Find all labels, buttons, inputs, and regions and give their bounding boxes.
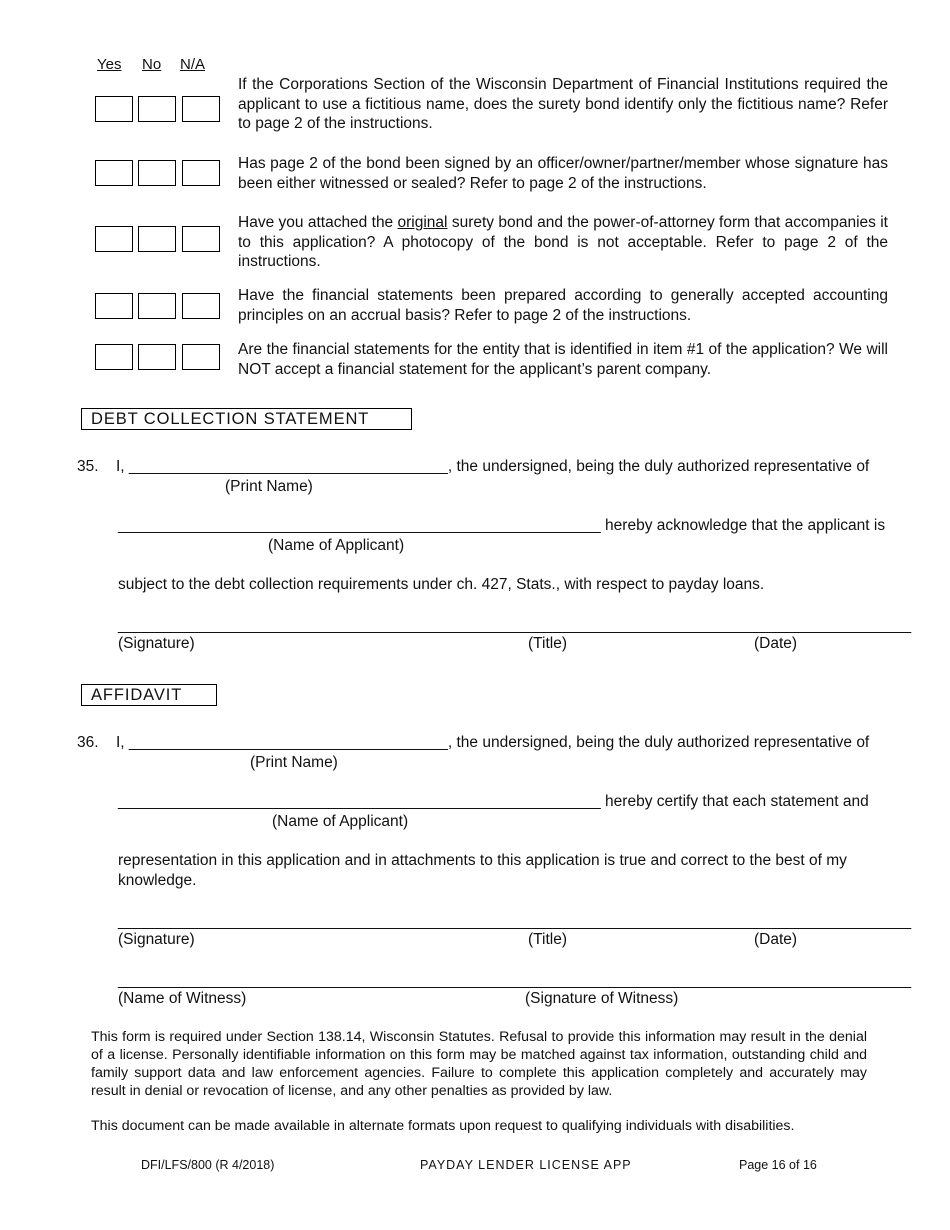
- title-caption: (Title): [528, 931, 568, 948]
- affidavit-statement-text-cont: knowledge.: [118, 872, 197, 889]
- item-number-35: 35.: [77, 458, 99, 475]
- na-checkbox[interactable]: [182, 160, 220, 186]
- form-title: PAYDAY LENDER LICENSE APP: [420, 1158, 632, 1172]
- checklist-question: If the Corporations Section of the Wisconsin Department of Financial Institutions required the applicant to use a fictitious name, does the surety bond identify only the fictitious name? Refer to page 2 of the instructions.: [238, 76, 888, 132]
- applicant-name-caption: (Name of Applicant): [272, 813, 409, 830]
- signature-line: ____________________________________________________________________________________________: [118, 913, 912, 930]
- privacy-notice: This form is required under Section 138.14, Wisconsin Statutes. Refusal to provide this information may result in the denial of a license. Personally identifiable information on this form may be matched against tax information, outstanding child and family support data and law enforcement agencies. Failure to complete this application completely and accurately may result in denial or revocation of license, and any other penalties as provided by law.: [91, 1029, 867, 1099]
- question-text: Have you attached the: [238, 214, 398, 231]
- item-number-36: 36.: [77, 734, 99, 751]
- yes-checkbox[interactable]: [95, 96, 133, 122]
- print-name-caption: (Print Name): [225, 478, 313, 495]
- witness-line: ____________________________________________________________________________________________: [118, 972, 912, 989]
- na-checkbox[interactable]: [182, 96, 220, 122]
- yes-checkbox[interactable]: [95, 293, 133, 319]
- debt-collection-statement-text: subject to the debt collection requirements under ch. 427, Stats., with respect to payday loans.: [118, 576, 765, 593]
- checklist-question: Has page 2 of the bond been signed by an officer/owner/partner/member whose signature has been either witnessed or sealed? Refer to page 2 of the instructions.: [238, 155, 888, 192]
- checklist-question: Have the financial statements been prepared according to generally accepted accounting principles on an accrual basis? Refer to page 2 of the instructions.: [238, 287, 888, 324]
- signature-line: ____________________________________________________________________________________________: [118, 617, 912, 634]
- witness-signature-caption: (Signature of Witness): [525, 990, 679, 1007]
- question-emphasis: original: [397, 214, 448, 231]
- no-checkbox[interactable]: [138, 160, 176, 186]
- yes-checkbox[interactable]: [95, 160, 133, 186]
- yes-checkbox[interactable]: [95, 344, 133, 370]
- affidavit-applicant-line: ________________________________________________________ hereby certify that each statement and: [118, 793, 869, 810]
- checklist-question: Are the financial statements for the entity that is identified in item #1 of the application? We will NOT accept a financial statement for the applicant’s parent company.: [238, 341, 888, 378]
- witness-name-caption: (Name of Witness): [118, 990, 247, 1007]
- no-checkbox[interactable]: [138, 226, 176, 252]
- column-header-yes: Yes: [97, 56, 122, 73]
- signature-caption: (Signature): [118, 931, 195, 948]
- accessibility-notice: This document can be made available in alternate formats upon request to qualifying individuals with disabilities.: [91, 1118, 795, 1134]
- date-caption: (Date): [754, 635, 798, 652]
- column-header-na: N/A: [180, 56, 206, 73]
- column-header-no: No: [142, 56, 162, 73]
- na-checkbox[interactable]: [182, 344, 220, 370]
- title-caption: (Title): [528, 635, 568, 652]
- debt-collection-heading: DEBT COLLECTION STATEMENT: [81, 408, 412, 430]
- no-checkbox[interactable]: [138, 293, 176, 319]
- yes-checkbox[interactable]: [95, 226, 133, 252]
- debt-applicant-line: ________________________________________________________ hereby acknowledge that the applicant is: [118, 517, 886, 534]
- na-checkbox[interactable]: [182, 226, 220, 252]
- affidavit-statement-text: representation in this application and in attachments to this application is true and correct to the best of my: [118, 852, 847, 869]
- print-name-caption: (Print Name): [250, 754, 338, 771]
- no-checkbox[interactable]: [138, 344, 176, 370]
- date-caption: (Date): [754, 931, 798, 948]
- affidavit-print-name-line: I, _____________________________________, the undersigned, being the duly authorized representative of: [116, 734, 870, 751]
- affidavit-heading: AFFIDAVIT: [81, 684, 217, 706]
- checklist-question: [238, 213, 888, 272]
- na-checkbox[interactable]: [182, 293, 220, 319]
- form-id: DFI/LFS/800 (R 4/2018): [141, 1158, 275, 1172]
- signature-caption: (Signature): [118, 635, 195, 652]
- no-checkbox[interactable]: [138, 96, 176, 122]
- question-text: surety bond and the power-of-attorney form that accompanies it to this application? A photocopy of the bond is not acceptable. Refer to page 2 of the instructions.: [238, 214, 888, 270]
- applicant-name-caption: (Name of Applicant): [268, 537, 405, 554]
- page-number: Page 16 of 16: [739, 1158, 817, 1172]
- debt-print-name-line: I, _____________________________________, the undersigned, being the duly authorized representative of: [116, 458, 870, 475]
